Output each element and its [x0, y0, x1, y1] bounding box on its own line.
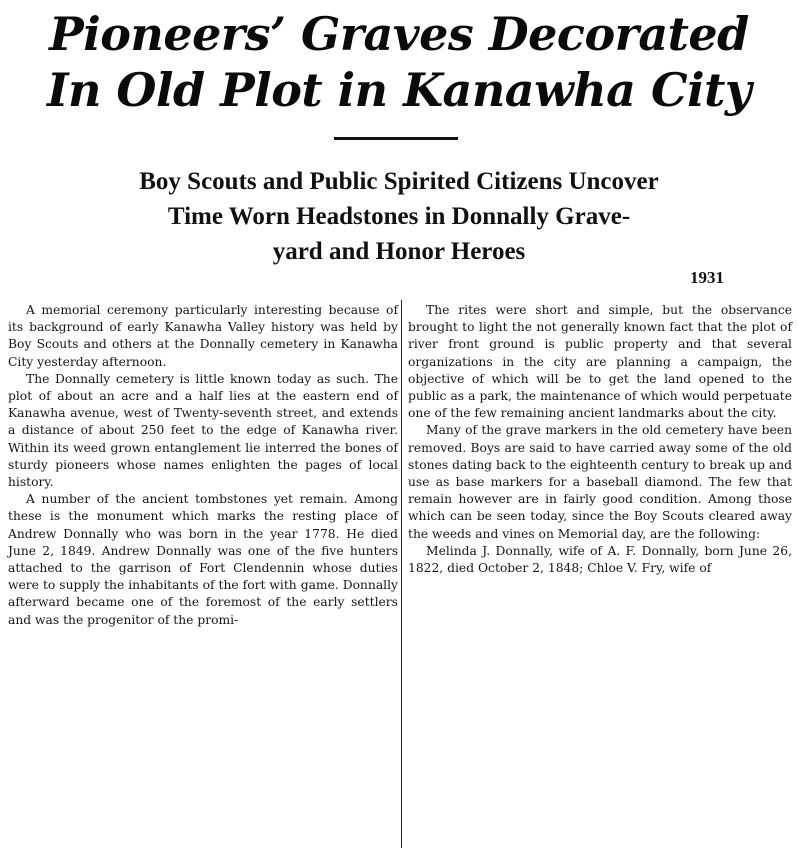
- paragraph: Melinda J. Donnally, wife of A. F. Donnally, born June 26, 1822, died October 2, 1848; Chloe V. Fry, wife of: [408, 543, 792, 576]
- deck-line-3: yard and Honor Heroes: [272, 238, 526, 265]
- deck-line-2: Time Worn Headstones in Donnally Grave-: [167, 203, 631, 230]
- paragraph: A memorial ceremony particularly interesting because of its background of early Kanawha Valley history was held by Boy Scouts and others at the Donnally cemetery in Kanawha City yesterday afternoon.: [8, 303, 398, 369]
- year-annotation: 1931: [690, 268, 724, 287]
- paragraph: The Donnally cemetery is little known today as such. The plot of about an acre and a half lies at the eastern end of Kanawha avenue, west of Twenty-seventh street, and extends a distance of about 250 feet to the edge of Kanawha river. Within its weed grown entanglement lie interred the bones of sturdy pioneers whose names enlighten the pages of local history.: [8, 371, 398, 490]
- article-column-left: [8, 302, 398, 629]
- headline-divider: [334, 137, 458, 140]
- deck-line-1: Boy Scouts and Public Spirited Citizens Uncover: [139, 168, 659, 195]
- headline-line-1: Pioneers’ Graves Decorated: [49, 7, 749, 61]
- paragraph: A number of the ancient tombstones yet remain. Among these is the monument which marks the resting place of Andrew Donnally who was born in the year 1778. He died June 2, 1849. Andrew Donnally was one of the five hunters attached to the garrison of Fort Clendennin whose duties were to supply the inhabitants of the fort with game. Donnally afterward became one of the foremost of the early settlers and was the progenitor of the promi-: [8, 492, 398, 627]
- headline-line-2: In Old Plot in Kanawha City: [46, 63, 752, 117]
- column-divider: [401, 300, 402, 848]
- article-column-right: [408, 302, 792, 577]
- paragraph: Many of the grave markers in the old cemetery have been removed. Boys are said to have carried away some of the old stones dating back to the eighteenth century to break up and use as base markers for a baseball diamond. The few that remain however are in fairly good condition. Among those which can be seen today, since the Boy Scouts cleared away the weeds and vines on Memorial day, are the following:: [408, 423, 792, 541]
- paragraph: The rites were short and simple, but the observance brought to light the not generally known fact that the plot of river front ground is public property and that several organizations in the city are planning a campaign, the objective of which will be to get the land opened to the public as a park, the maintenance of which would perpetuate one of the few remaining ancient landmarks about the city.: [408, 303, 792, 421]
